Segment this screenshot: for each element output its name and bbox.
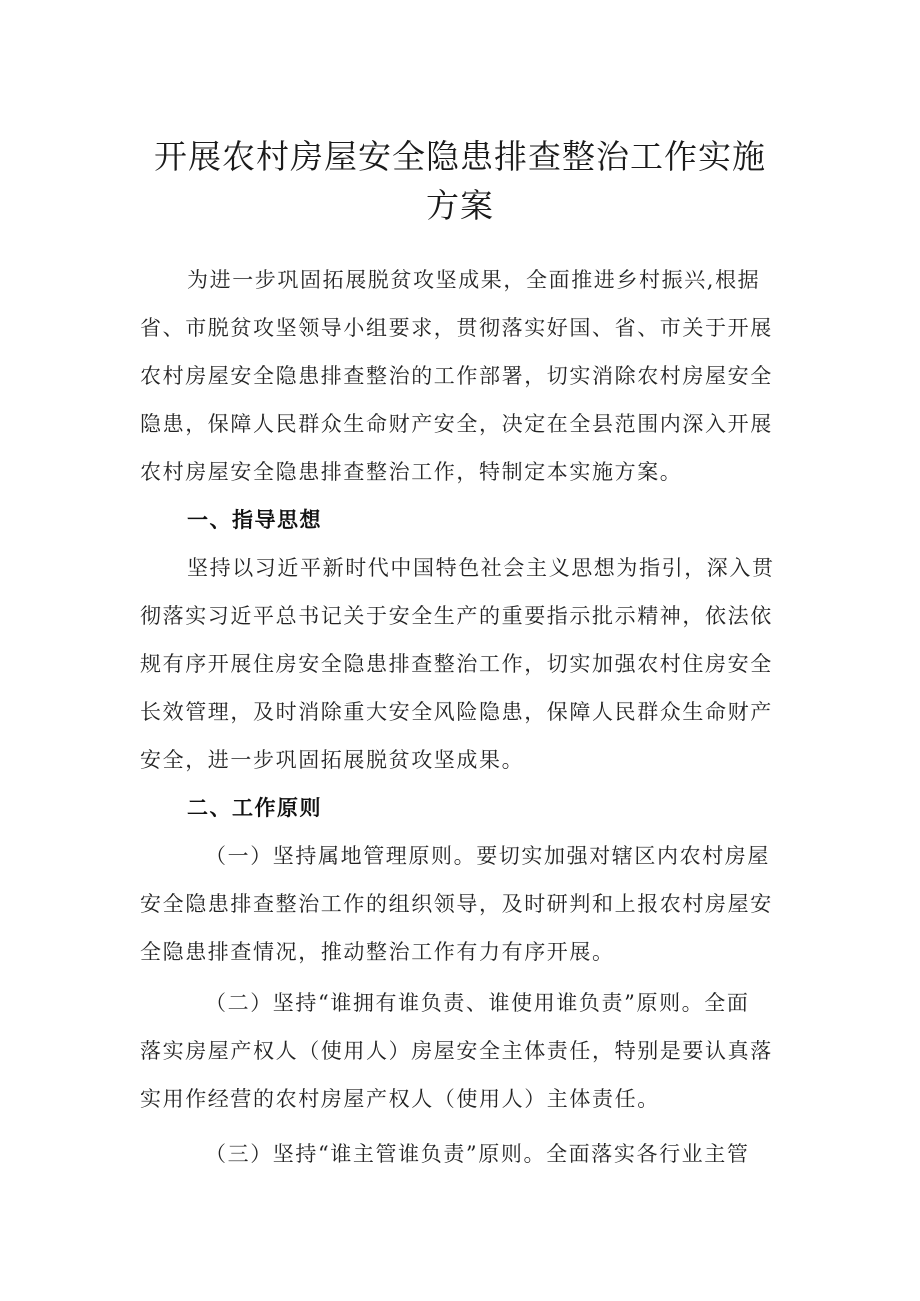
section1-line: 长效管理，及时消除重大安全风险隐患，保障人民群众生命财产 [140, 700, 773, 724]
principle-3-line: （三）坚持“谁主管谁负责”原则。全面落实各行业主管 [205, 1142, 750, 1166]
section1-line: 坚持以习近平新时代中国特色社会主义思想为指引，深入贯 [187, 556, 775, 580]
principle-2-line: （二）坚持“谁拥有谁负责、谁使用谁负责”原则。全面 [205, 991, 750, 1015]
principle-1-line: 全隐患排查情况，推动整治工作有力有序开展。 [140, 940, 615, 964]
principle-2-line: 落实房屋产权人（使用人）房屋安全主体责任，特别是要认真落 [140, 1039, 773, 1063]
intro-line: 省、市脱贫攻坚领导小组要求，贯彻落实好国、省、市关于开展 [140, 316, 773, 340]
document-title-line-1: 开展农村房屋安全隐患排查整治工作实施 [154, 137, 766, 176]
section1-line: 规有序开展住房安全隐患排查整治工作，切实加强农村住房安全 [140, 652, 773, 676]
section-heading-work-principles: 二、工作原则 [187, 796, 322, 820]
principle-1-line: （一）坚持属地管理原则。要切实加强对辖区内农村房屋 [205, 844, 770, 868]
principle-1-line: 安全隐患排查整治工作的组织领导，及时研判和上报农村房屋安 [140, 892, 773, 916]
intro-line: 农村房屋安全隐患排查整治工作，特制定本实施方案。 [140, 460, 683, 484]
section-heading-guiding-ideology: 一、指导思想 [187, 508, 322, 532]
section1-line: 彻落实习近平总书记关于安全生产的重要指示批示精神，依法依 [140, 604, 773, 628]
intro-line: 农村房屋安全隐患排查整治的工作部署，切实消除农村房屋安全 [140, 364, 773, 388]
section1-line: 安全，进一步巩固拓展脱贫攻坚成果。 [140, 748, 525, 772]
document-title-line-2: 方案 [426, 186, 494, 225]
intro-line: 为进一步巩固拓展脱贫攻坚成果，全面推进乡村振兴,根据 [187, 268, 761, 292]
intro-line: 隐患，保障人民群众生命财产安全，决定在全县范围内深入开展 [140, 412, 773, 436]
principle-2-line: 实用作经营的农村房屋产权人（使用人）主体责任。 [140, 1087, 660, 1111]
